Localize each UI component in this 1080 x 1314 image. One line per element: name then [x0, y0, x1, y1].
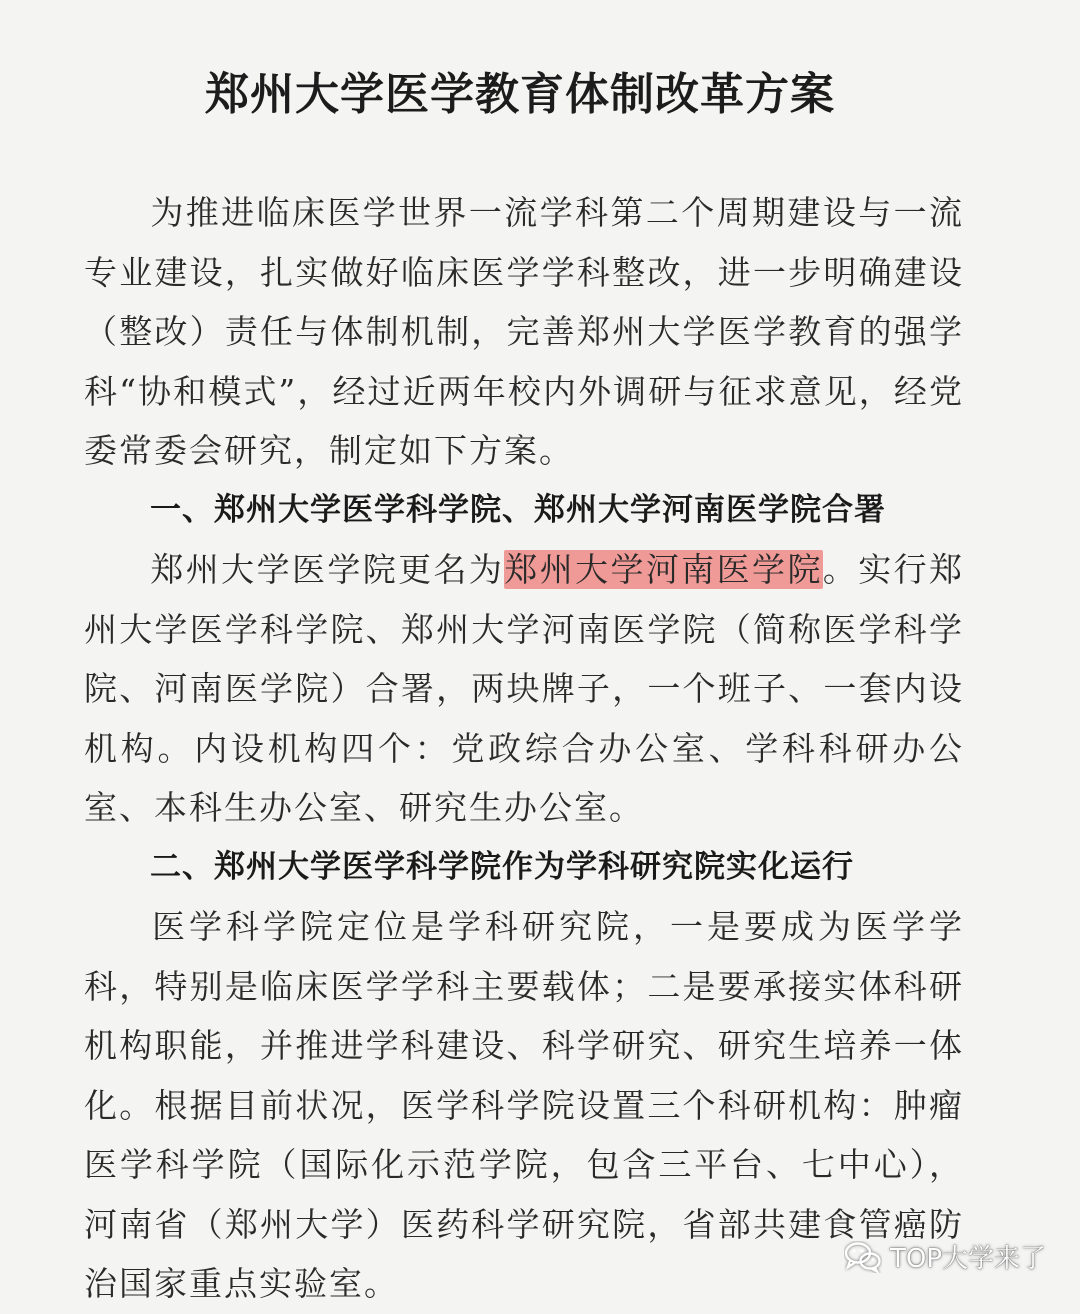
section-2-body-text: 医学科学院定位是学科研究院，一是要成为医学学科，特别是临床医学学科主要载体；二是要承接实体科研机构职能，并推进学科建设、科学研究、研究生培养一体化。根据目前状况，医学科学院设置三个科研机构：肿瘤医学科学院（国际化示范学院，包含三平台、七中心），河南省（郑州大学）医药科学研究院，省部共建食管癌防治国家重点实验室。	[84, 907, 964, 1303]
section-1-body-pre: 郑州大学医学院更名为	[150, 550, 505, 589]
section-2-heading: 二、郑州大学医学科学院作为学科研究院实化运行	[150, 849, 854, 885]
section-1-body	[84, 540, 964, 838]
intro-text: 为推进临床医学世界一流学科第二个周期建设与一流专业建设，扎实做好临床医学学科整改，进一步明确建设（整改）责任与体制机制，完善郑州大学医学教育的强学科“协和模式”，经过近两年校内外调研与征求意见，经党委常委会研究，制定如下方案。	[84, 193, 964, 470]
wechat-icon	[844, 1241, 882, 1273]
intro-paragraph	[84, 183, 964, 481]
watermark-text: TOP大学来了	[889, 1244, 1046, 1274]
section-1-heading: 一、郑州大学医学科学院、郑州大学河南医学院合署	[150, 492, 886, 528]
document-title: 郑州大学医学教育体制改革方案	[205, 69, 835, 120]
section-2-body	[84, 897, 964, 1314]
section-1-body-post: 。实行郑州大学医学科学院、郑州大学河南医学院（简称医学科学院、河南医学院）合署，两块牌子，一个班子、一套内设机构。内设机构四个：党政综合办公室、学科科研办公室、本科生办公室、研究生办公室。	[84, 550, 965, 827]
watermark	[844, 1238, 1046, 1275]
highlighted-name: 郑州大学河南医学院	[504, 550, 823, 589]
